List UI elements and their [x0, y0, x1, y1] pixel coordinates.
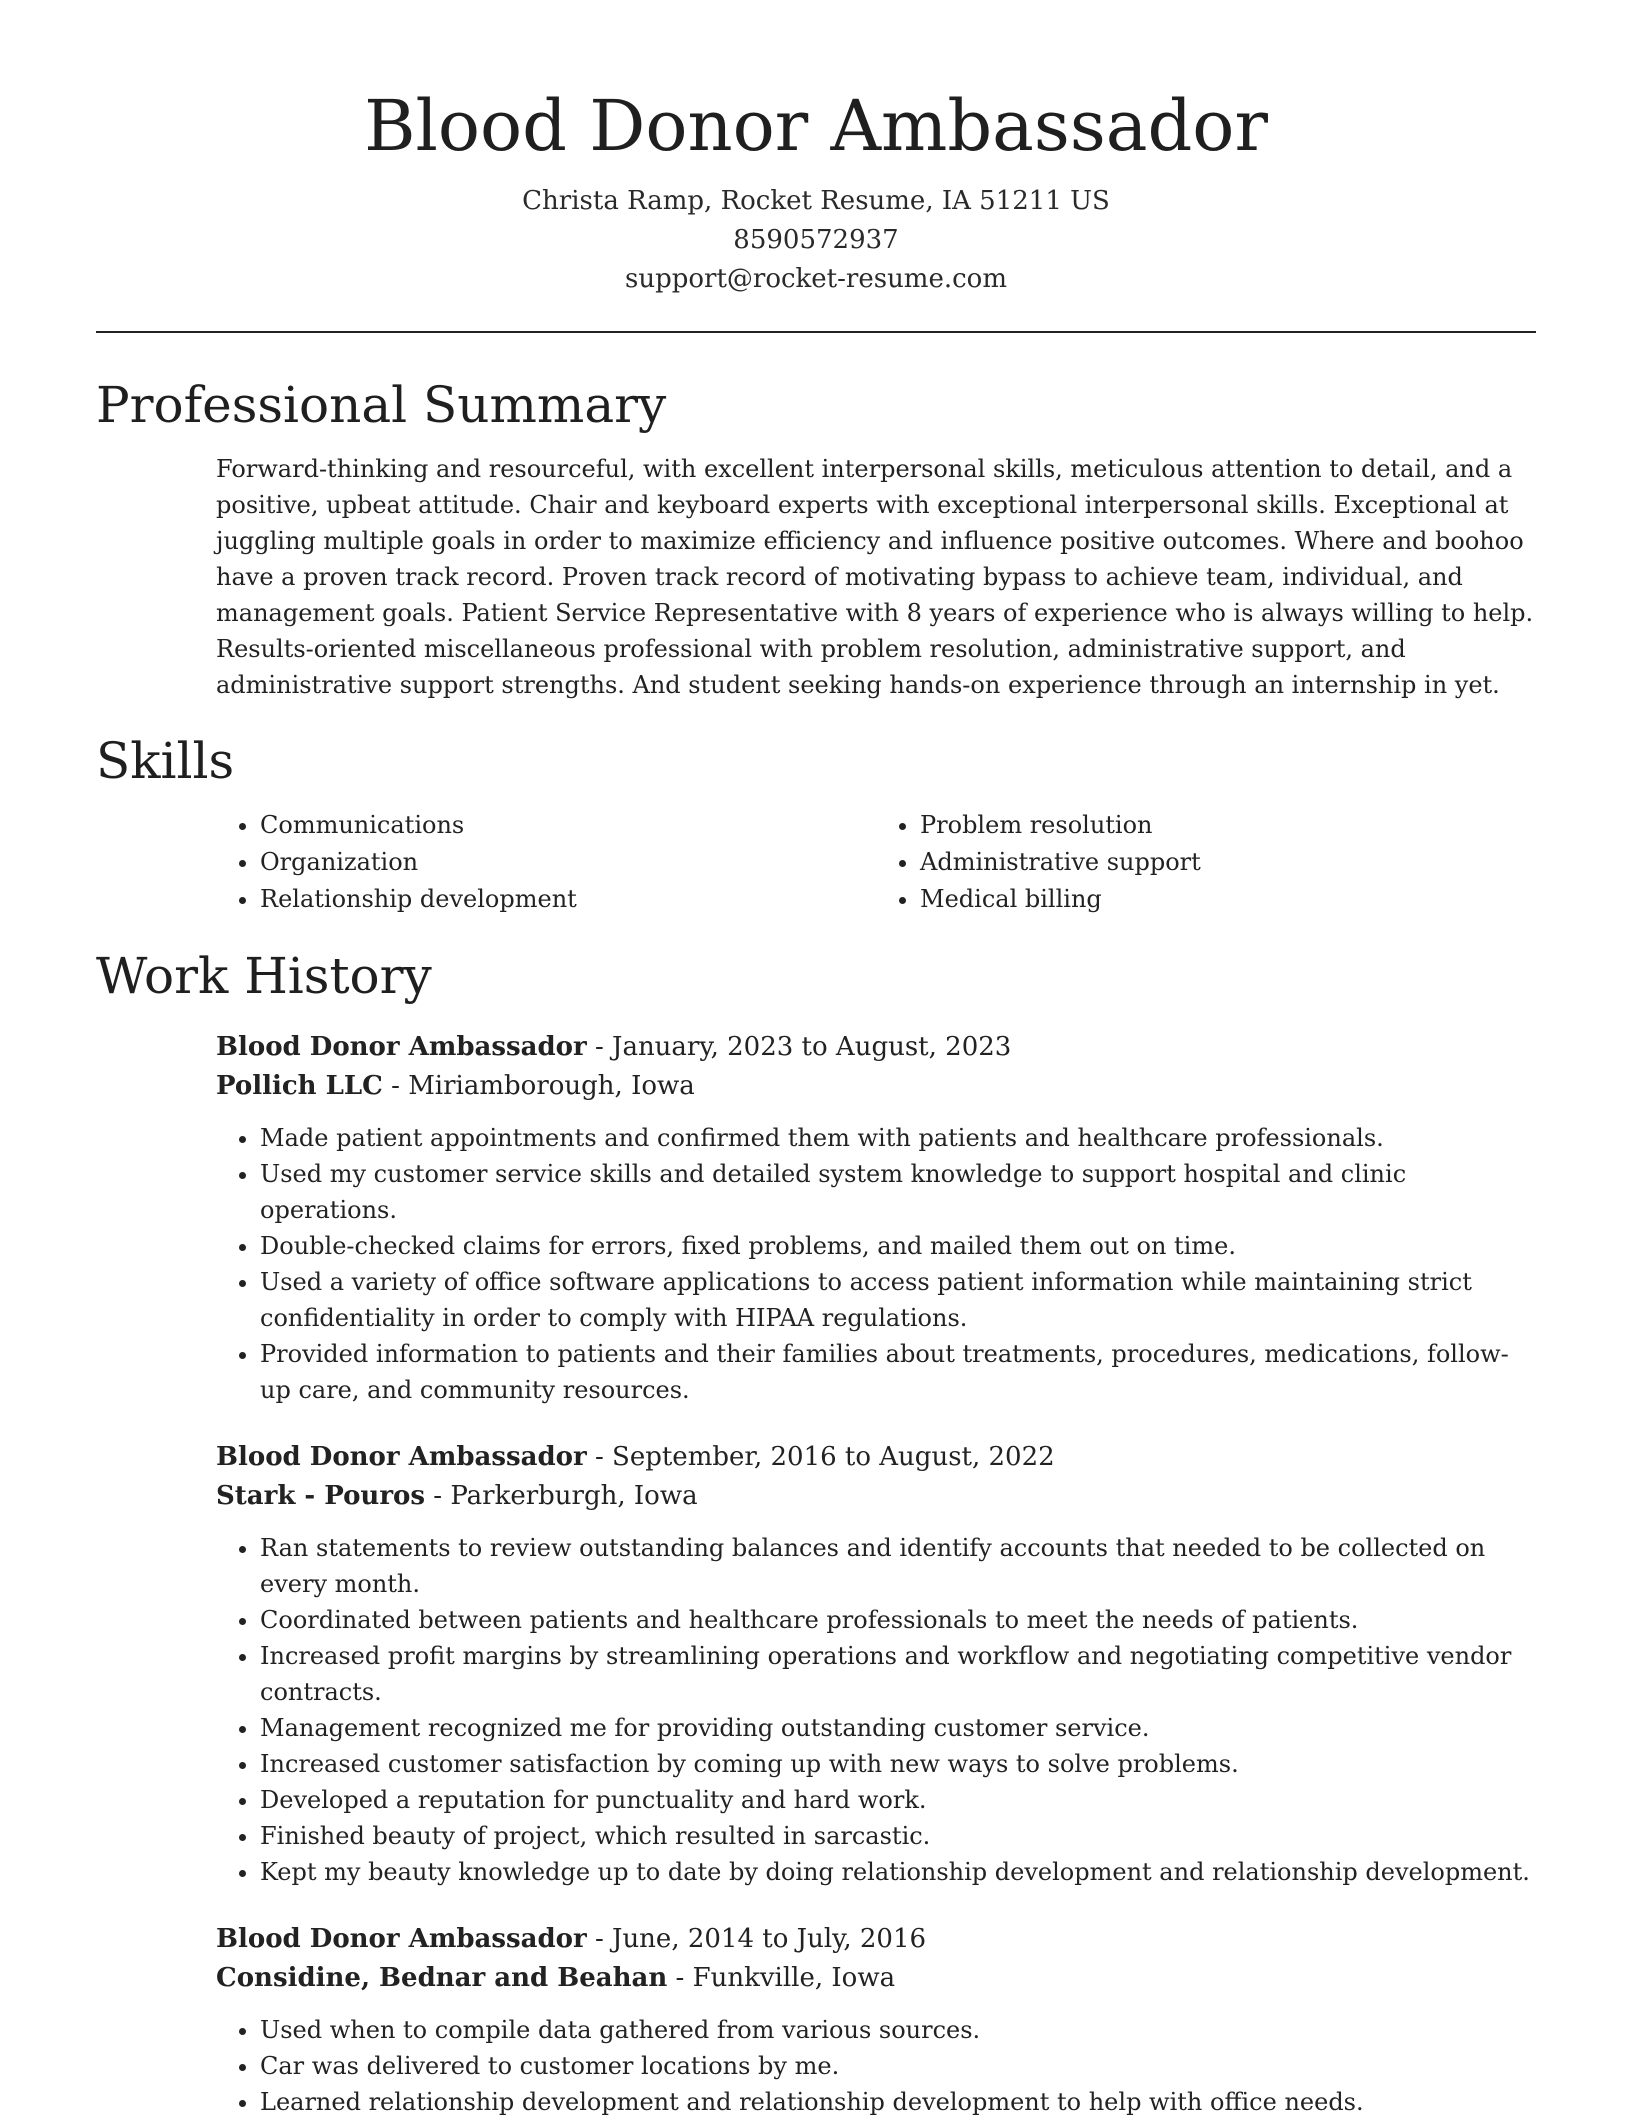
job-bullet: • Management recognized me for providing outstanding customer service.: [260, 1710, 1536, 1746]
job-bullet: • Used a variety of office software applications to access patient information while maintaining strict confidentiality in order to comply with HIPAA regulations.: [260, 1264, 1536, 1336]
job-bullet: • Used my customer service skills and detailed system knowledge to support hospital and clinic operations.: [260, 1156, 1536, 1228]
job-bullet: • Coordinated between patients and healthcare professionals to meet the needs of patients.: [260, 1602, 1536, 1638]
job-title-line: [216, 1438, 1536, 1477]
contact-phone: 8590572937: [733, 225, 899, 255]
contact-address: Christa Ramp, Rocket Resume, IA 51211 US: [522, 186, 1110, 216]
job-title-line: [216, 1920, 1536, 1959]
skill-item: • Relationship development: [260, 881, 876, 918]
job-bullets: [216, 1120, 1536, 1408]
skill-item: • Problem resolution: [920, 807, 1536, 844]
job-title: Blood Donor Ambassador: [216, 1924, 587, 1954]
summary-heading: Professional Summary: [96, 376, 667, 434]
job-title-line: [216, 1028, 1536, 1067]
job-location: - Miriamborough, Iowa: [382, 1071, 695, 1101]
skill-item: • Communications: [260, 807, 876, 844]
job-company-line: [216, 1067, 1536, 1106]
job-company: Stark - Pouros: [216, 1481, 426, 1511]
job-bullet: • Car was delivered to customer locations by me.: [260, 2048, 1536, 2084]
skills-grid: [216, 807, 1536, 918]
work-section: [96, 944, 1536, 2120]
job-bullet: • Learned relationship development and relationship development to help with office needs.: [260, 2084, 1536, 2120]
job-dates: - September, 2016 to August, 2022: [586, 1442, 1055, 1472]
contact-email: support@rocket-resume.com: [624, 264, 1007, 294]
job-bullet: • Kept my beauty knowledge up to date by doing relationship development and relationship development.: [260, 1854, 1536, 1890]
job-bullet: • Developed a reputation for punctuality and hard work.: [260, 1782, 1536, 1818]
job-bullet: • Increased profit margins by streamlining operations and workflow and negotiating competitive vendor contracts.: [260, 1638, 1536, 1710]
work-heading: Work History: [96, 947, 432, 1005]
job-company: Pollich LLC: [216, 1071, 383, 1101]
job-bullet: • Provided information to patients and their families about treatments, procedures, medications, follow-up care, and community resources.: [260, 1336, 1536, 1408]
job-location: - Funkville, Iowa: [667, 1963, 896, 1993]
job-bullets: [216, 2012, 1536, 2120]
job-company-line: [216, 1477, 1536, 1516]
job-bullet: • Made patient appointments and confirmed them with patients and healthcare professionals.: [260, 1120, 1536, 1156]
job-bullet: • Ran statements to review outstanding balances and identify accounts that needed to be collected on every month.: [260, 1530, 1536, 1602]
skill-item: • Medical billing: [920, 881, 1536, 918]
job-entry: [216, 1438, 1536, 1890]
job-bullet: • Used when to compile data gathered from various sources.: [260, 2012, 1536, 2048]
summary-section: [96, 373, 1536, 703]
job-location: - Parkerburgh, Iowa: [425, 1481, 698, 1511]
skills-section: [96, 729, 1536, 918]
skills-column-right: [876, 807, 1536, 918]
job-title: Blood Donor Ambassador: [216, 1442, 587, 1472]
skills-heading: Skills: [96, 732, 235, 790]
header-divider: [96, 331, 1536, 333]
skill-item: • Administrative support: [920, 844, 1536, 881]
job-dates: - June, 2014 to July, 2016: [586, 1924, 927, 1954]
summary-paragraph: Forward-thinking and resourceful, with excellent interpersonal skills, meticulous attention to detail, and a positive, upbeat attitude. Chair and keyboard experts with exceptional interpersonal skills. Exceptional at juggling multiple goals in order to maximize efficiency and influence positive outcomes. Where and boohoo have a proven track record. Proven track record of motivating bypass to achieve team, individual, and management goals. Patient Service Representative with 8 years of experience who is always willing to help. Results-oriented miscellaneous professional with problem resolution, administrative support, and administrative support strengths. And student seeking hands-on experience through an internship in yet.: [216, 455, 1534, 699]
job-title: Blood Donor Ambassador: [216, 1032, 587, 1062]
job-company-line: [216, 1959, 1536, 1998]
resume-page: [96, 0, 1536, 2120]
job-entry: [216, 1920, 1536, 2120]
job-entry: [216, 1028, 1536, 1408]
skill-item: • Organization: [260, 844, 876, 881]
job-dates: - January, 2023 to August, 2023: [586, 1032, 1012, 1062]
skills-column-left: [216, 807, 876, 918]
job-bullets: [216, 1530, 1536, 1890]
job-bullet: • Double-checked claims for errors, fixed problems, and mailed them out on time.: [260, 1228, 1536, 1264]
candidate-name: Blood Donor Ambassador: [364, 85, 1268, 167]
resume-header: [96, 0, 1536, 299]
job-bullet: • Increased customer satisfaction by coming up with new ways to solve problems.: [260, 1746, 1536, 1782]
job-company: Considine, Bednar and Beahan: [216, 1963, 668, 1993]
job-bullet: • Finished beauty of project, which resulted in sarcastic.: [260, 1818, 1536, 1854]
